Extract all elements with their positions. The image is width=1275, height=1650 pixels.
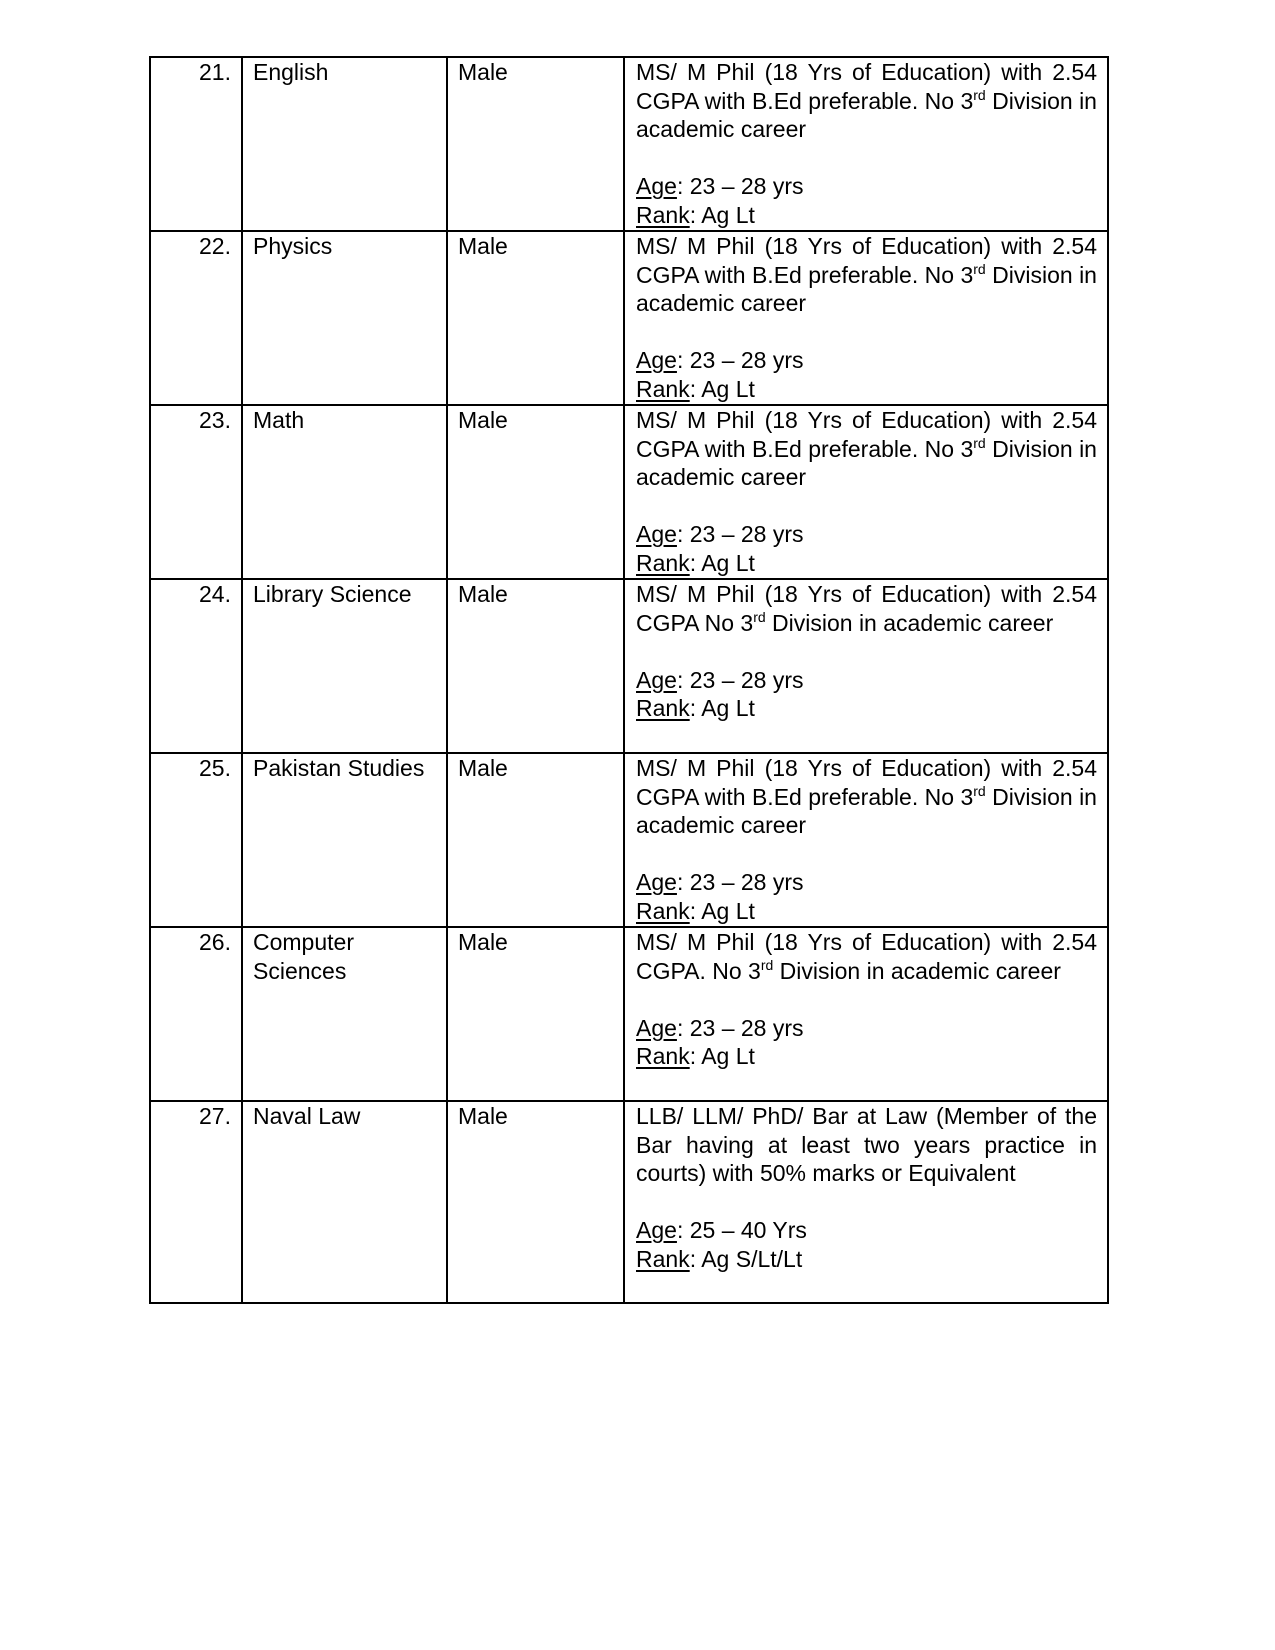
age-line: [636, 1014, 1097, 1043]
table-row: [150, 405, 1108, 579]
age-value: : 25 – 40 Yrs: [676, 1217, 807, 1243]
rank-value: : Ag Lt: [689, 695, 755, 721]
rank-line: [636, 897, 1097, 926]
subject: Pakistan Studies: [242, 753, 447, 927]
age-value: : 23 – 28 yrs: [676, 173, 804, 199]
qualification-cell: [624, 927, 1108, 1101]
ordinal-suffix: rd: [973, 260, 986, 277]
qualification-text: MS/ M Phil (18 Yrs of Education) with 2.54 CGPA with B.Ed preferable. No 3rd Division in academic career: [636, 407, 1097, 490]
rank-label: Rank: [636, 1245, 690, 1272]
ordinal-suffix: rd: [760, 956, 774, 973]
age-label: Age: [636, 1014, 677, 1041]
rank-line: [636, 201, 1097, 230]
rank-label: Rank: [636, 549, 690, 576]
table-row: [150, 57, 1108, 231]
age-line: [636, 172, 1097, 201]
qualification-text: MS/ M Phil (18 Yrs of Education) with 2.54 CGPA with B.Ed preferable. No 3rd Division in academic career: [636, 233, 1097, 316]
subject: Physics: [242, 231, 447, 405]
serial-number: 23.: [150, 405, 242, 579]
age-line: [636, 666, 1097, 695]
rank-label: Rank: [636, 1043, 690, 1069]
gender: Male: [447, 231, 624, 405]
rank-value: : Ag Lt: [689, 897, 755, 924]
rank-value: : Ag Lt: [689, 1043, 755, 1069]
rank-value: : Ag S/Lt/Lt: [689, 1245, 803, 1272]
serial-number: 22.: [150, 231, 242, 405]
subject: English: [242, 57, 447, 231]
age-line: [636, 868, 1097, 897]
subject: Math: [242, 405, 447, 579]
gender: Male: [447, 579, 624, 753]
ordinal-suffix: rd: [973, 86, 986, 103]
age-line: [636, 1216, 1097, 1245]
subject: Computer Sciences: [242, 927, 447, 1101]
rank-line: [636, 1042, 1097, 1071]
qualification-text: MS/ M Phil (18 Yrs of Education) with 2.54 CGPA with B.Ed preferable. No 3rd Division in academic career: [636, 59, 1097, 142]
table-row: [150, 927, 1108, 1101]
rank-label: Rank: [636, 695, 690, 721]
qualification-cell: [624, 231, 1108, 405]
qualification-text: MS/ M Phil (18 Yrs of Education) with 2.54 CGPA. No 3rd Division in academic career: [636, 929, 1097, 984]
qualification-cell: [624, 1101, 1108, 1303]
qualification-text: MS/ M Phil (18 Yrs of Education) with 2.54 CGPA No 3rd Division in academic career: [636, 581, 1097, 636]
ordinal-suffix: rd: [973, 782, 986, 799]
table-row: [150, 579, 1108, 753]
subject: Naval Law: [242, 1101, 447, 1303]
rank-line: [636, 1245, 1097, 1274]
qualification-cell: [624, 753, 1108, 927]
table-row: [150, 231, 1108, 405]
age-value: : 23 – 28 yrs: [676, 1014, 804, 1041]
serial-number: 24.: [150, 579, 242, 753]
gender: Male: [447, 57, 624, 231]
age-value: : 23 – 28 yrs: [676, 521, 804, 547]
gender: Male: [447, 753, 624, 927]
qualification-cell: [624, 579, 1108, 753]
qualification-text: MS/ M Phil (18 Yrs of Education) with 2.54 CGPA with B.Ed preferable. No 3rd Division in academic career: [636, 755, 1097, 838]
rank-line: [636, 375, 1097, 404]
rank-line: [636, 694, 1097, 723]
serial-number: 21.: [150, 57, 242, 231]
qualification-cell: [624, 405, 1108, 579]
age-label: Age: [636, 869, 677, 895]
rank-value: : Ag Lt: [689, 201, 755, 228]
serial-number: 27.: [150, 1101, 242, 1303]
age-label: Age: [636, 173, 677, 199]
age-line: [636, 520, 1097, 549]
subject: Library Science: [242, 579, 447, 753]
serial-number: 26.: [150, 927, 242, 1101]
rank-label: Rank: [636, 375, 690, 402]
gender: Male: [447, 405, 624, 579]
rank-label: Rank: [636, 897, 690, 924]
ordinal-suffix: rd: [753, 608, 766, 625]
age-label: Age: [636, 666, 677, 693]
gender: Male: [447, 927, 624, 1101]
age-value: : 23 – 28 yrs: [676, 666, 804, 693]
qualification-text: LLB/ LLM/ PhD/ Bar at Law (Member of the Bar having at least two years practice in courts) with 50% marks or Equivalent: [636, 1103, 1097, 1186]
age-label: Age: [636, 347, 677, 373]
table-row: [150, 1101, 1108, 1303]
age-label: Age: [636, 521, 677, 547]
qualification-cell: [624, 57, 1108, 231]
age-value: : 23 – 28 yrs: [676, 869, 804, 895]
age-label: Age: [636, 1217, 677, 1243]
rank-label: Rank: [636, 201, 690, 228]
age-value: : 23 – 28 yrs: [676, 347, 804, 373]
vacancy-table: [149, 56, 1109, 1304]
rank-value: : Ag Lt: [689, 375, 755, 402]
rank-value: : Ag Lt: [689, 549, 755, 576]
age-line: [636, 346, 1097, 375]
ordinal-suffix: rd: [973, 434, 986, 451]
gender: Male: [447, 1101, 624, 1303]
table-row: [150, 753, 1108, 927]
rank-line: [636, 549, 1097, 578]
serial-number: 25.: [150, 753, 242, 927]
